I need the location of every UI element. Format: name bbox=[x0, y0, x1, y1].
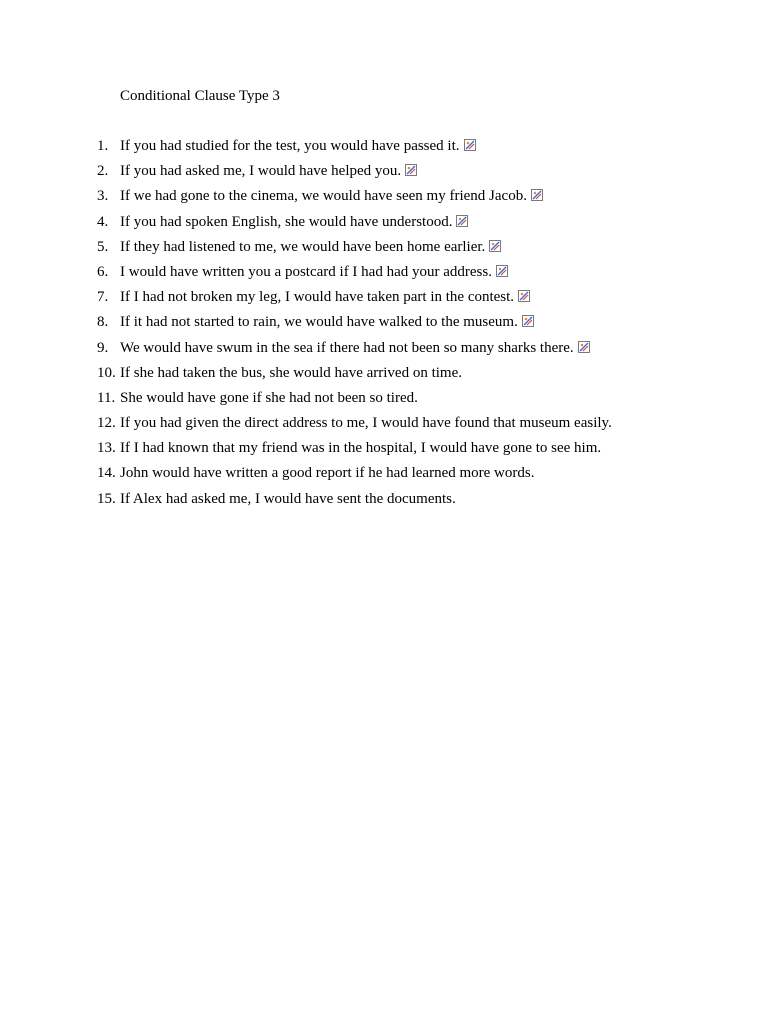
sentence-text: If they had listened to me, we would have been home earlier. bbox=[120, 238, 486, 255]
item-number: 1. bbox=[97, 138, 109, 154]
item-text bbox=[120, 262, 508, 282]
item-number: 12. bbox=[97, 415, 116, 432]
broken-image-icon bbox=[405, 164, 417, 176]
document-title: Conditional Clause Type 3 bbox=[120, 88, 280, 104]
item-number: 3. bbox=[97, 188, 109, 205]
list-item bbox=[0, 312, 768, 337]
item-number: 13. bbox=[97, 440, 116, 457]
item-number: 10. bbox=[97, 364, 116, 381]
item-text bbox=[120, 363, 462, 383]
list-item bbox=[0, 338, 768, 363]
sentence-text: If she had taken the bus, she would have arrived on time. bbox=[120, 364, 462, 381]
item-number: 14. bbox=[97, 465, 116, 482]
sentence-text: We would have swum in the sea if there had not been so many sharks there. bbox=[120, 339, 574, 356]
item-number: 4. bbox=[97, 213, 109, 230]
item-number: 2. bbox=[97, 163, 109, 180]
list-item bbox=[0, 413, 768, 438]
sentence-text: If you had given the direct address to me, I would have found that museum easily. bbox=[120, 415, 612, 432]
sentence-text: If you had asked me, I would have helped you. bbox=[120, 163, 402, 180]
sentence-text: If Alex had asked me, I would have sent the documents. bbox=[120, 490, 456, 507]
item-text bbox=[120, 388, 418, 408]
item-number: 11. bbox=[97, 389, 116, 406]
list-item bbox=[0, 489, 768, 514]
broken-image-icon bbox=[496, 265, 508, 277]
item-text bbox=[120, 287, 530, 307]
list-item bbox=[0, 388, 768, 413]
item-text bbox=[120, 438, 601, 458]
list-item bbox=[0, 212, 768, 237]
list-item bbox=[0, 438, 768, 463]
broken-image-icon bbox=[464, 139, 476, 151]
item-number: 6. bbox=[97, 263, 109, 280]
sentence-text: If you had spoken English, she would have understood. bbox=[120, 213, 453, 230]
broken-image-icon bbox=[518, 290, 530, 302]
list-item bbox=[0, 161, 768, 186]
item-text bbox=[120, 161, 417, 181]
item-text bbox=[120, 312, 534, 332]
broken-image-icon bbox=[531, 189, 543, 201]
item-number: 8. bbox=[97, 314, 109, 331]
item-text bbox=[120, 237, 501, 257]
item-text bbox=[120, 186, 543, 206]
item-number: 15. bbox=[97, 490, 116, 507]
item-text bbox=[120, 489, 456, 509]
list-item bbox=[0, 136, 768, 161]
list-item bbox=[0, 287, 768, 312]
sentence-text: She would have gone if she had not been so tired. bbox=[120, 389, 418, 406]
item-number: 9. bbox=[97, 339, 109, 356]
sentence-text: John would have written a good report if he had learned more words. bbox=[120, 465, 535, 482]
sentence-text: If it had not started to rain, we would have walked to the museum. bbox=[120, 314, 518, 331]
item-text bbox=[120, 136, 476, 156]
item-text bbox=[120, 463, 534, 483]
list-item bbox=[0, 262, 768, 287]
sentence-text: If I had not broken my leg, I would have taken part in the contest. bbox=[120, 289, 515, 306]
sentence-list bbox=[0, 136, 768, 514]
item-text bbox=[120, 212, 468, 232]
broken-image-icon bbox=[456, 215, 468, 227]
sentence-text: If I had known that my friend was in the hospital, I would have gone to see him. bbox=[120, 440, 602, 457]
sentence-text: I would have written you a postcard if I had had your address. bbox=[120, 263, 492, 280]
broken-image-icon bbox=[489, 240, 501, 252]
item-number: 7. bbox=[97, 289, 109, 306]
broken-image-icon bbox=[578, 341, 590, 353]
list-item bbox=[0, 237, 768, 262]
list-item bbox=[0, 463, 768, 488]
sentence-text: If you had studied for the test, you would have passed it. bbox=[120, 138, 460, 154]
list-item bbox=[0, 186, 768, 211]
item-text bbox=[120, 338, 590, 358]
list-item bbox=[0, 363, 768, 388]
sentence-text: If we had gone to the cinema, we would have seen my friend Jacob. bbox=[120, 188, 527, 205]
item-text bbox=[120, 413, 612, 433]
item-number: 5. bbox=[97, 238, 109, 255]
broken-image-icon bbox=[522, 315, 534, 327]
